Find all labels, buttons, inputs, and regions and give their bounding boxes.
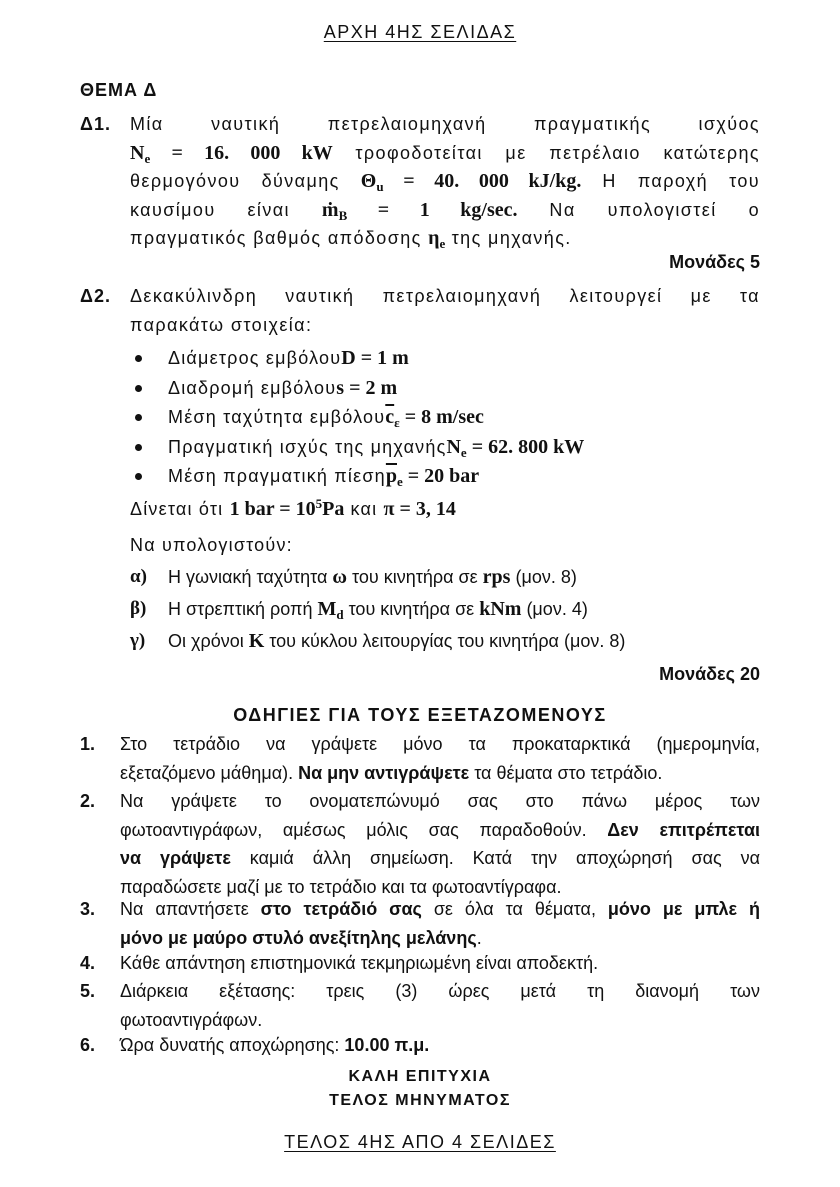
list-item: Πραγματική ισχύς της μηχανής $N_e = 62$. 800 kW — [130, 433, 584, 463]
instruction-number: 4. — [80, 953, 96, 973]
d2-item-c: γ) Οι χρόνοι K του κύκλου λειτουργίας του κινητήρα (μον. 8) — [130, 630, 626, 652]
instruction-5: Διάρκεια εξέτασης: τρεις (3) ώρες μετά τη διανομή των φωτοαντιγράφων. — [120, 981, 760, 1030]
eta-formula: $\eta_e$ — [428, 227, 446, 251]
good-luck: ΚΑΛΗ ΕΠΙΤΥΧΙΑ — [348, 1068, 492, 1085]
d1-marks: Μονάδες 5 — [669, 252, 760, 272]
d1-line: $N_e = 16$. 000 kW τροφοδοτείται με πετρέλαιο κατώτερης — [130, 141, 760, 166]
d1-line: Μία ναυτική πετρελαιομηχανή πραγματικής ισχύος — [130, 114, 760, 134]
instruction-3: Να απαντήσετε στο τετράδιό σας σε όλα τα θέματα, μόνο με μπλε ή μόνο με μαύρο στυλό ανεξίτηλης μελάνης. — [120, 899, 760, 948]
instruction-number: 1. — [80, 734, 96, 754]
instruction-2: Να γράψετε το ονοματεπώνυμό σας στο πάνω μέρος των φωτοαντιγράφων, αμέσως μόλις σας παραδοθούν. Δεν επιτρέπεται να γράψετε καμιά άλλη σημείωση. Κατά την αποχώρησή σας να παραδώσετε μαζί με το τετράδιο και τα φωτοαντίγραφα. — [120, 791, 761, 897]
page-header-text: ΑΡΧΗ 4ΗΣ ΣΕΛΙΔΑΣ — [323, 22, 517, 42]
question-d2-label: Δ2. — [80, 286, 111, 306]
d2-compute-label: Να υπολογιστούν: — [130, 535, 293, 555]
d2-line: παρακάτω στοιχεία: — [130, 314, 313, 335]
instruction-number: 2. — [80, 791, 96, 811]
bullet-icon — [135, 414, 142, 421]
d2-item-a: α) Η γωνιακή ταχύτητα ω του κινητήρα σε rps (μον. 8) — [130, 566, 577, 588]
page-header — [0, 22, 840, 43]
instruction-6: Ώρα δυνατής αποχώρησης: 10.00 π.μ. — [120, 1035, 430, 1055]
d2-item-b: β) Η στρεπτική ροπή $M_d$ του κινητήρα σε kNm (μον. 4) — [130, 598, 588, 622]
list-item: Διάμετρος εμβόλου D = 1 m — [130, 344, 584, 374]
d2-given: Δίνεται ότι 1 bar = $10^5Pa$ και π = 3, 14 — [130, 496, 456, 520]
list-item: Μέση ταχύτητα εμβόλου $\overline{c}_\varepsilon = 8$ m/sec — [130, 403, 584, 433]
instruction-4: Κάθε απάντηση επιστημονικά τεκμηριωμένη είναι αποδεκτή. — [120, 953, 599, 973]
bullet-icon — [135, 473, 142, 480]
page-footer — [0, 1132, 840, 1153]
instructions-title: ΟΔΗΓΙΕΣ ΓΙΑ ΤΟΥΣ ΕΞΕΤΑΖΟΜΕΝΟΥΣ — [233, 705, 607, 725]
question-d2-intro — [130, 282, 760, 339]
instruction-number: 3. — [80, 899, 96, 919]
theme-title: ΘΕΜΑ Δ — [80, 80, 158, 100]
page-footer-text: ΤΕΛΟΣ 4ΗΣ ΑΠΟ 4 ΣΕΛΙΔΕΣ — [284, 1132, 556, 1152]
instruction-number: 5. — [80, 981, 96, 1001]
bullet-icon — [135, 444, 142, 451]
d1-line: καυσίμου είναι ṁ$_B$ = 1 kg/sec. Να υπολογιστεί ο — [130, 198, 760, 223]
list-item: Διαδρομή εμβόλου s = 2 m — [130, 374, 584, 404]
d1-line: θερμογόνου δύναμης $\Theta_u = 40$. 000 kJ/kg. Η παροχή του — [130, 170, 760, 194]
end-of-message: ΤΕΛΟΣ ΜΗΝΥΜΑΤΟΣ — [329, 1092, 511, 1109]
list-item: Μέση πραγματική πίεση $\overline{p}_e = 20$ bar — [130, 462, 584, 492]
bullet-icon — [135, 385, 142, 392]
bullet-icon — [135, 355, 142, 362]
question-d1-label: Δ1. — [80, 114, 111, 134]
question-d1-body — [130, 110, 760, 253]
d2-line: Δεκακύλινδρη ναυτική πετρελαιομηχανή λειτουργεί με τα — [130, 286, 760, 306]
theta-formula: $\Theta_u = 40$. 000 kJ/kg. — [360, 170, 582, 194]
d1-line: πραγματικός βαθμός απόδοσης $\eta_e$ της μηχανής. — [130, 227, 572, 251]
instruction-1: Στο τετράδιο να γράψετε μόνο τα προκαταρκτικά (ημερομηνία, εξεταζόμενο μάθημα). Να μην αντιγράψετε τα θέματα στο τετράδιο. — [120, 734, 760, 783]
ne-formula: $N_e = 16$. 000 kW — [130, 141, 333, 166]
mb-formula: ṁ$_B$ = 1 kg/sec. — [321, 198, 518, 223]
d2-marks: Μονάδες 20 — [659, 664, 760, 684]
d2-data-list — [130, 344, 584, 492]
instruction-number: 6. — [80, 1035, 96, 1055]
